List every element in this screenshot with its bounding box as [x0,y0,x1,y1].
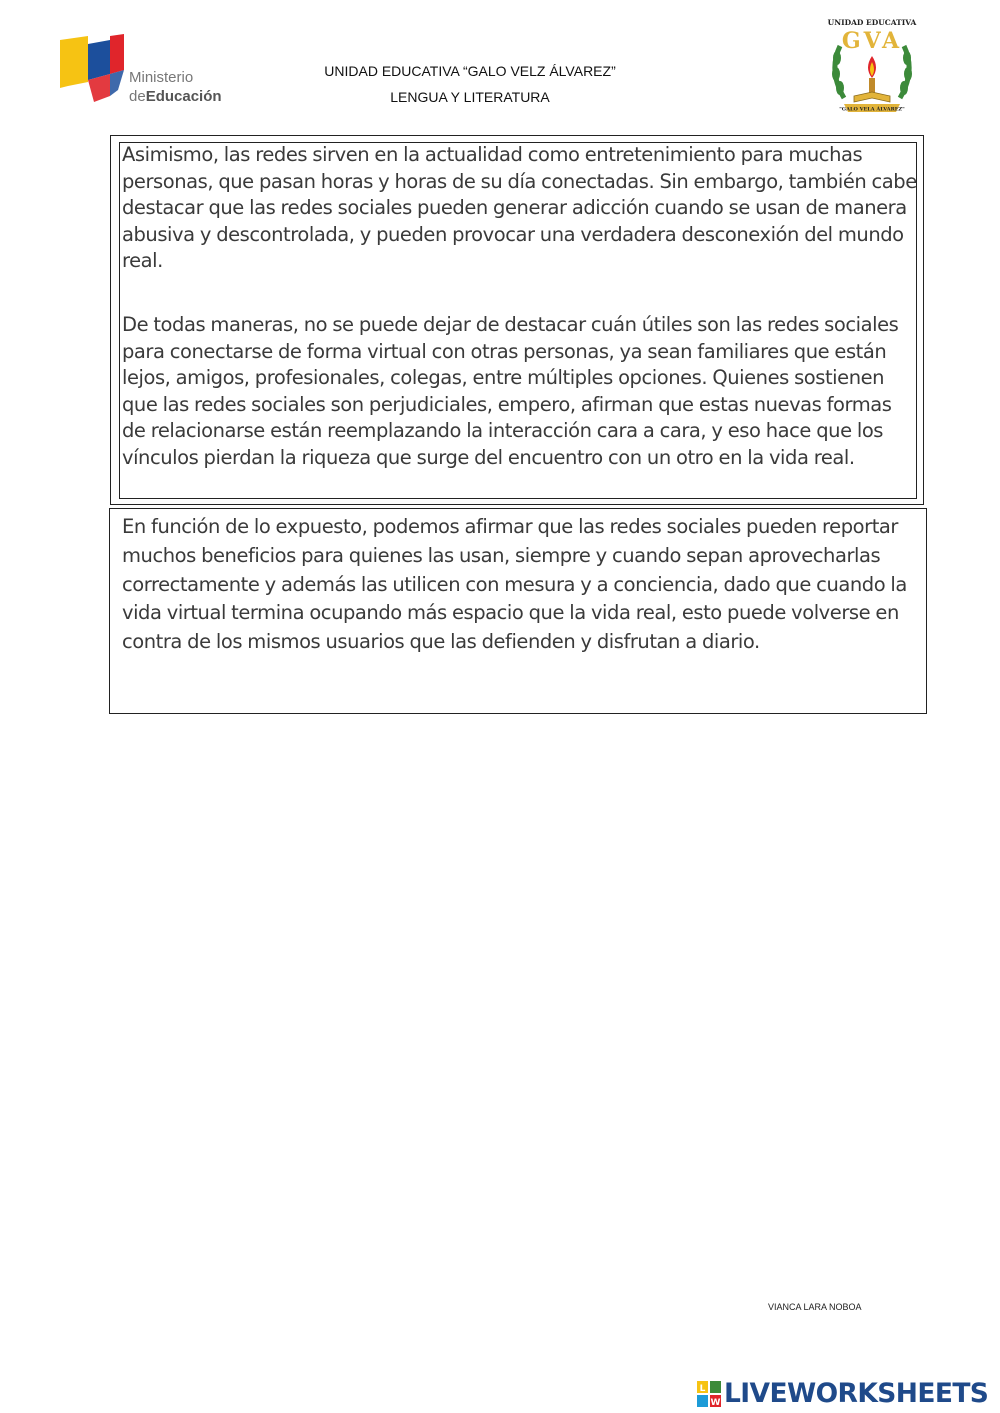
emblem-top-text: UNIDAD EDUCATIVA [827,18,917,27]
school-emblem-icon [826,16,918,118]
paragraph-2: De todas maneras, no se puede dejar de destacar cuán útiles son las redes sociales para conectarse de forma virtual con otras personas, ya sean familiares que están lejos, amigos, profesionales, colegas, entre múltiples opciones. Quienes sostienen que las redes sociales son perjudiciales, empero, afirman que estas nuevas formas de relacionarse están reemplazando la interacción cara a cara, y eso hace que los vínculos pierdan la riqueza que surge del encuentro con un otro en la vida real. [122,313,899,469]
paragraph-3: En función de lo expuesto, podemos afirmar que las redes sociales pueden reportar muchos beneficios para quienes las usan, siempre y cuando sepan aprovecharlas correctamente y además las utilicen con mesura y a conciencia, dado que cuando la vida virtual termina ocupando más espacio que la vida real, esto puede volverse en contra de los mismos usuarios que las defienden y disfrutan a diario. [122,515,907,654]
lw-icon-letter-l: L [699,1384,706,1394]
paragraph-1: Asimismo, las redes sirven en la actualidad como entretenimiento para muchas personas, que pasan horas y horas de su día conectadas. Sin embargo, también cabe destacar que las redes sociales pueden generar adicción cuando se usan de manera abusiva y descontrolada, y pueden provocar una verdadera desconexión del mundo real. [122,143,917,273]
ecuador-flag-icon [58,34,126,104]
liveworksheets-logo[interactable] [697,1378,997,1410]
document-header [250,58,690,110]
school-name: UNIDAD EDUCATIVA “GALO VELZ ÁLVAREZ” [324,63,616,79]
ministry-name [129,68,222,106]
ministry-line1: Ministerio [129,69,194,86]
emblem-letters: GVA [841,28,903,54]
subject-title: LENGUA Y LITERATURA [390,89,550,105]
author-name: VIANCA LARA NOBOA [768,1302,862,1312]
school-emblem [826,16,918,118]
liveworksheets-wordmark: LIVEWORKSHEETS [724,1378,989,1409]
ministry-line2-bold: Educación [145,88,222,105]
ministry-logo [58,34,228,106]
lw-icon-letter-w: W [710,1398,721,1407]
emblem-ribbon-text: "GALO VELA ÁLVAREZ" [839,106,905,113]
liveworksheets-icon [697,1381,721,1407]
ministry-line2 [129,87,222,106]
ministry-line2-prefix: de [129,88,146,105]
